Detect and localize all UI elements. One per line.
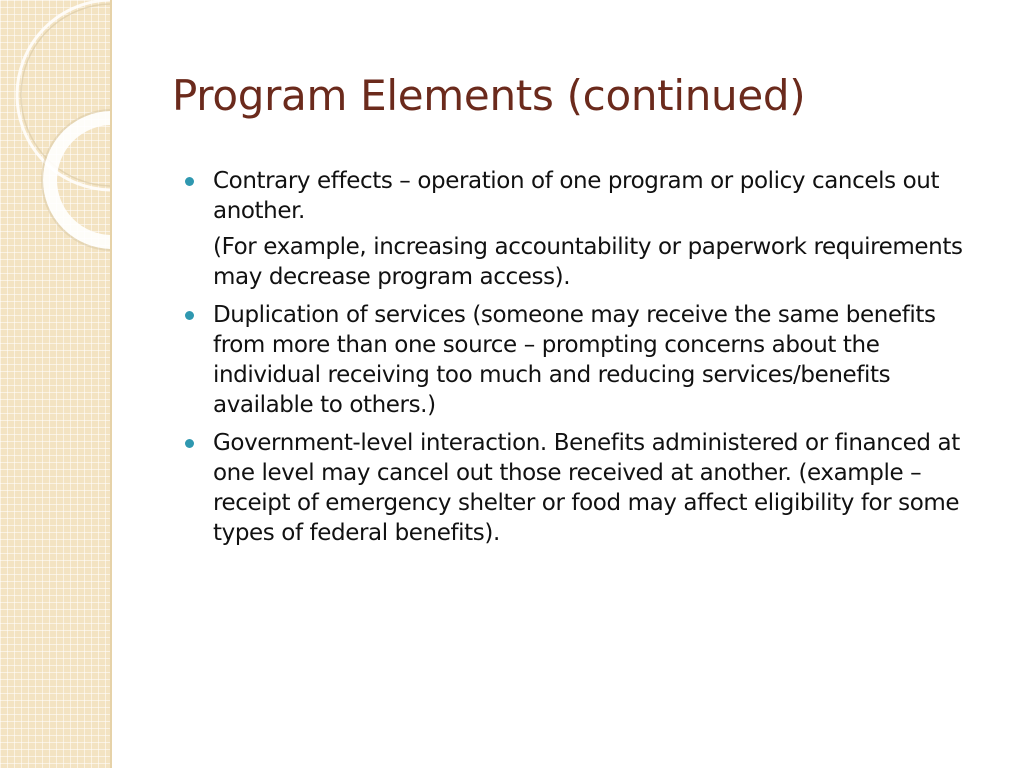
bullet-text: Duplication of services (someone may receive the same benefits from more than one source – prompting concerns about the individual receiving too much and reducing services/benefits available to others.) xyxy=(213,302,936,418)
decorative-side-band xyxy=(0,0,112,768)
bullet-subparagraph: (For example, increasing accountability or paperwork requirements may decrease program access). xyxy=(213,234,963,290)
bullet-dot-icon xyxy=(185,177,194,186)
bullet-dot-icon xyxy=(185,439,194,448)
bullet-list xyxy=(180,166,980,556)
bullet-item-contrary-effects xyxy=(180,166,980,226)
bullet-item-duplication xyxy=(180,300,980,420)
bullet-text: Government-level interaction. Benefits administered or financed at one level may cancel out those received at another. (example – receipt of emergency shelter or food may affect eligibility for some types of federal benefits). xyxy=(213,430,960,546)
slide-title: Program Elements (continued) xyxy=(172,71,806,120)
bullet-dot-icon xyxy=(185,311,194,320)
bullet-item-government-level xyxy=(180,428,980,548)
bullet-text: Contrary effects – operation of one program or policy cancels out another. xyxy=(213,168,940,224)
decorative-rings-icon xyxy=(0,0,112,768)
